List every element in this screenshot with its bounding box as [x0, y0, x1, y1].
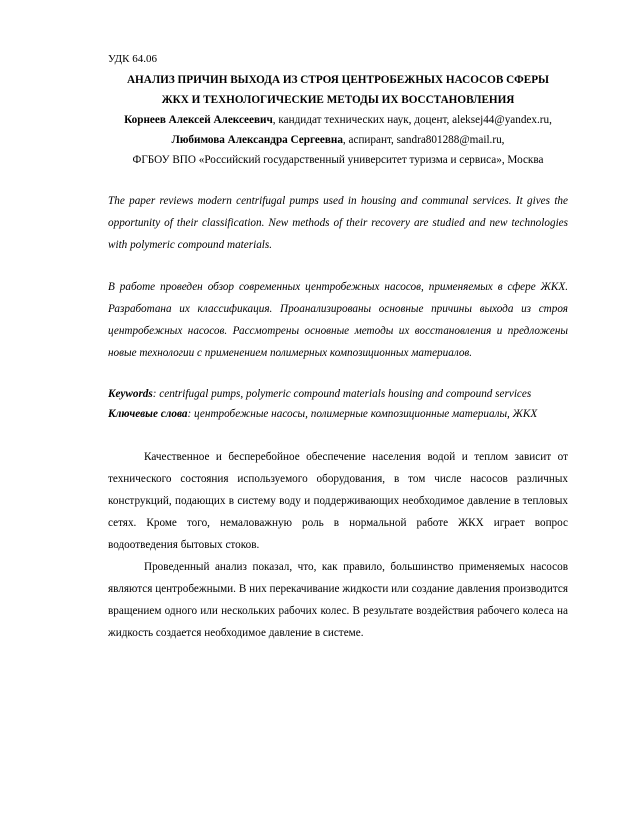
keywords-english-label: Keywords [108, 388, 153, 400]
keywords-russian [108, 404, 568, 424]
paper-page [108, 52, 568, 644]
author-2-name: Любимова Александра Сергеевна [171, 134, 343, 146]
body-paragraph-2: Проведенный анализ показал, что, как правило, большинство применяемых насосов являются центробежными. В них перекачивание жидкости или создание давления производится вращением одного или нескольких рабочих колес. В результате воздействия рабочего колеса на жидкость создается необходимое давление в системе. [108, 561, 568, 639]
keywords-block [108, 384, 568, 424]
keywords-english [108, 384, 568, 404]
keywords-russian-text: : центробежные насосы, полимерные композиционные материалы, ЖКХ [187, 408, 538, 420]
author-1-details: , кандидат технических наук, доцент, aleksej44@yandex.ru, [272, 114, 552, 126]
body-text [108, 446, 568, 644]
affiliation: ФГБОУ ВПО «Российский государственный университет туризма и сервиса», Москва [132, 154, 544, 166]
keywords-russian-label: Ключевые слова [108, 408, 188, 420]
author-2 [108, 130, 568, 150]
author-1 [108, 110, 568, 130]
author-1-name: Корнеев Алексей Алексеевич [124, 114, 273, 126]
author-2-details: , аспирант, sandra801288@mail.ru, [342, 134, 505, 146]
abstract-english: The paper reviews modern centrifugal pumps used in housing and communal services. It gives the opportunity of their classification. New methods of their recovery are studied and new technologies with polymeric compound materials. [108, 195, 568, 251]
title-line-2: ЖКХ И ТЕХНОЛОГИЧЕСКИЕ МЕТОДЫ ИХ ВОССТАНОВЛЕНИЯ [161, 94, 515, 106]
abstract-russian: В работе проведен обзор современных центробежных насосов, применяемых в сфере ЖКХ. Разработана их классификация. Проанализированы основные причины выхода из строя центробежных насосов. Рассмотрены основные методы их восстановления и предложены новые технологии с применением полимерных композиционных материалов. [108, 281, 568, 359]
title-line-1: АНАЛИЗ ПРИЧИН ВЫХОДА ИЗ СТРОЯ ЦЕНТРОБЕЖНЫХ НАСОСОВ СФЕРЫ [126, 74, 550, 86]
body-paragraph-1: Качественное и бесперебойное обеспечение населения водой и теплом зависит от технического состояния используемого оборудования, в том числе насосов различных конструкций, подающих в систему воду и поддерживающих необходимое давление в тепловых сетях. Кроме того, немаловажную роль в нормальной работе ЖКХ играет вопрос водоотведения бытовых стоков. [108, 451, 568, 551]
keywords-english-text: : centrifugal pumps, polymeric compound materials housing and compound services [152, 388, 532, 400]
udk-code: УДК 64.06 [108, 53, 158, 65]
